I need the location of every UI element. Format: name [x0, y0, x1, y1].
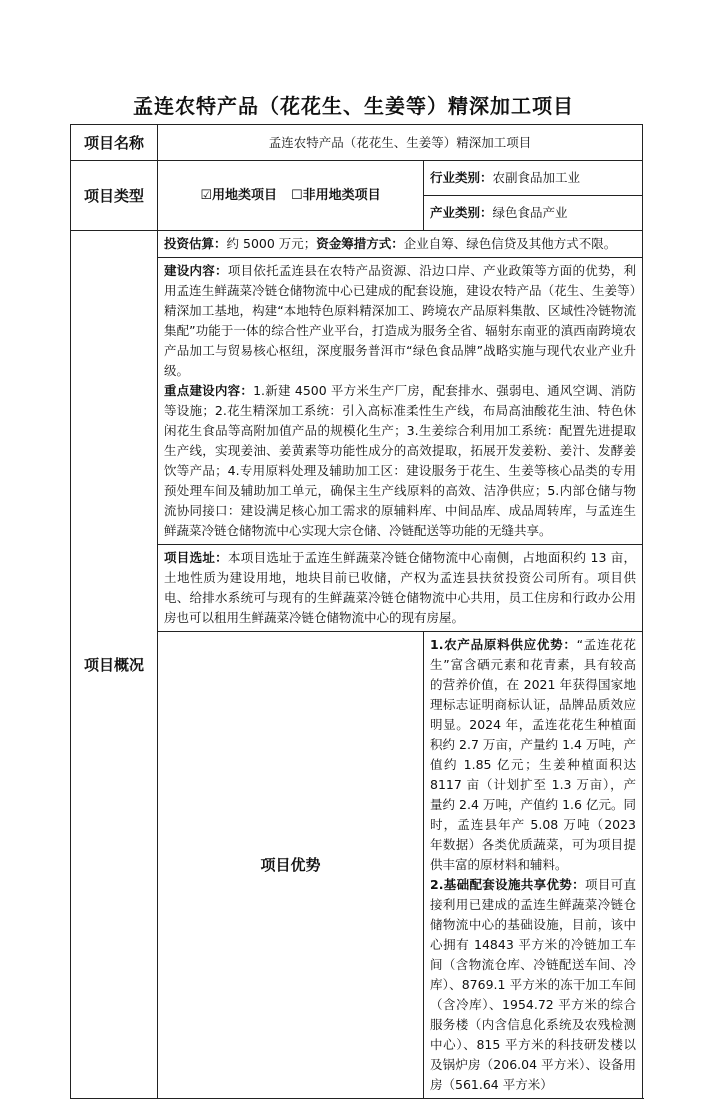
advantage-1-text: “孟连花花生”富含硒元素和花青素，具有较高的营养价值，在 2021 年获得国家地理标志证明商标认证，品牌品质效应明显。2024 年，孟连花花生种植面积约 2.7 万亩，产量约 1.4 万吨，产值约 1.85 亿元；生姜种植面积达 8117 亩（计划扩至 1.3 万亩），产量约 2.4 万吨，产值约 1.6 亿元。同时，孟连县年产 5.08 万吨（2023 年数据）各类优质蔬菜，可为项目提供丰富的原材料和辅料。: [430, 637, 637, 872]
industry-category-label: 行业类别：: [430, 170, 493, 185]
project-table: [70, 124, 643, 1099]
option-non-land-project[interactable]: ☐非用地类项目: [290, 188, 381, 203]
row-overview-invest: [71, 231, 643, 258]
row-project-name: [71, 125, 643, 161]
project-type-options: [158, 161, 424, 231]
advantage-cell: [424, 632, 643, 1099]
sector-category-value: 绿色食品产业: [492, 205, 568, 220]
construction-cell: [158, 258, 643, 545]
industry-category-value: 农副食品加工业: [492, 170, 581, 185]
advantage-2-label: 2.基础配套设施共享优势：: [430, 877, 585, 892]
site-text: 本项目选址于孟连生鲜蔬菜冷链仓储物流中心南侧，占地面积约 13 亩，土地性质为建设用地，地块目前已收储，产权为孟连县扶贫投资公司所有。项目供电、给排水系统可与现有的生鲜蔬菜冷链仓储物流中心共用，员工住房和行政办公用房也可以租用生鲜蔬菜冷链仓储物流中心的现有房屋。: [164, 550, 637, 625]
row-project-type: [71, 161, 643, 196]
funding-label: 资金筹措方式：: [316, 236, 404, 251]
investment-value: 约 5000 万元；: [226, 236, 317, 251]
key-construction-text: 1.新建 4500 平方米生产厂房，配套排水、强弱电、通风空调、消防等设施；2.花生精深加工系统：引入高标准柔性生产线，布局高油酸花生油、特色休闲花生食品等高附加值产品的规模化生产；3.生姜综合利用加工系统：配置先进提取生产线，实现姜油、姜黄素等功能性成分的高效提取，拓展开发姜粉、姜汁、发酵姜饮等产品；4.专用原料处理及辅助加工区：建设服务于花生、生姜等核心品类的专用预处理车间及辅助加工单元，确保主生产线原料的高效、洁净供应；5.内部仓储与物流协同接口：建设满足核心加工需求的原辅料库、中间品库、成品周转库，与孟连生鲜蔬菜冷链仓储物流中心实现大宗仓储、冷链配送等功能的无缝共享。: [164, 383, 637, 538]
funding-value: 企业自筹、绿色信贷及其他方式不限。: [403, 236, 617, 251]
advantage-1-label: 1.农产品原料供应优势：: [430, 637, 577, 652]
investment-cell: [158, 231, 643, 258]
construction-text: 项目依托孟连县在农特产品资源、沿边口岸、产业政策等方面的优势，利用孟连生鲜蔬菜冷链仓储物流中心已建成的配套设施，建设农特产品（花生、生姜等）精深加工基地，构建“本地特色原料精深加工、跨境农产品原料集散、区域性冷链物流集配”功能于一体的综合性产业平台，打造成为服务全省、辐射东南亚的滇西南跨境农产品加工与贸易核心枢纽，深度服务普洱市“绿色食品牌”战略实施与现代农业产业升级。: [164, 263, 637, 378]
key-construction-label: 重点建设内容：: [164, 383, 254, 398]
advantage-2-text: 项目可直接利用已建成的孟连生鲜蔬菜冷链仓储物流中心的基础设施，目前，该中心拥有 14843 平方米的冷链加工车间（含物流仓库、冷链配送车间、冷库）、8769.1 平方米的冻干加工车间（含冷库）、1954.72 平方米的综合服务楼（内含信息化系统及农残检测中心）、815 平方米的科技研发楼以及锅炉房（206.04 平方米）、设备用房（561.64 平方米）: [430, 877, 637, 1092]
document-title: 孟连农特产品（花花生、生姜等）精深加工项目: [133, 94, 574, 118]
sector-category-label: 产业类别：: [430, 205, 493, 220]
sector-category-cell: [424, 196, 643, 231]
value-project-name: 孟连农特产品（花花生、生姜等）精深加工项目: [158, 125, 643, 161]
site-label: 项目选址：: [164, 550, 228, 565]
option-land-project[interactable]: ☑用地类项目: [200, 188, 277, 203]
label-project-overview: 项目概况: [71, 231, 158, 1099]
label-project-type: 项目类型: [71, 161, 158, 231]
investment-label: 投资估算：: [164, 236, 227, 251]
label-project-name: 项目名称: [71, 125, 158, 161]
industry-category-cell: [424, 161, 643, 196]
construction-label: 建设内容：: [164, 263, 228, 278]
site-cell: [158, 545, 643, 632]
label-project-advantage: 项目优势: [158, 632, 424, 1099]
